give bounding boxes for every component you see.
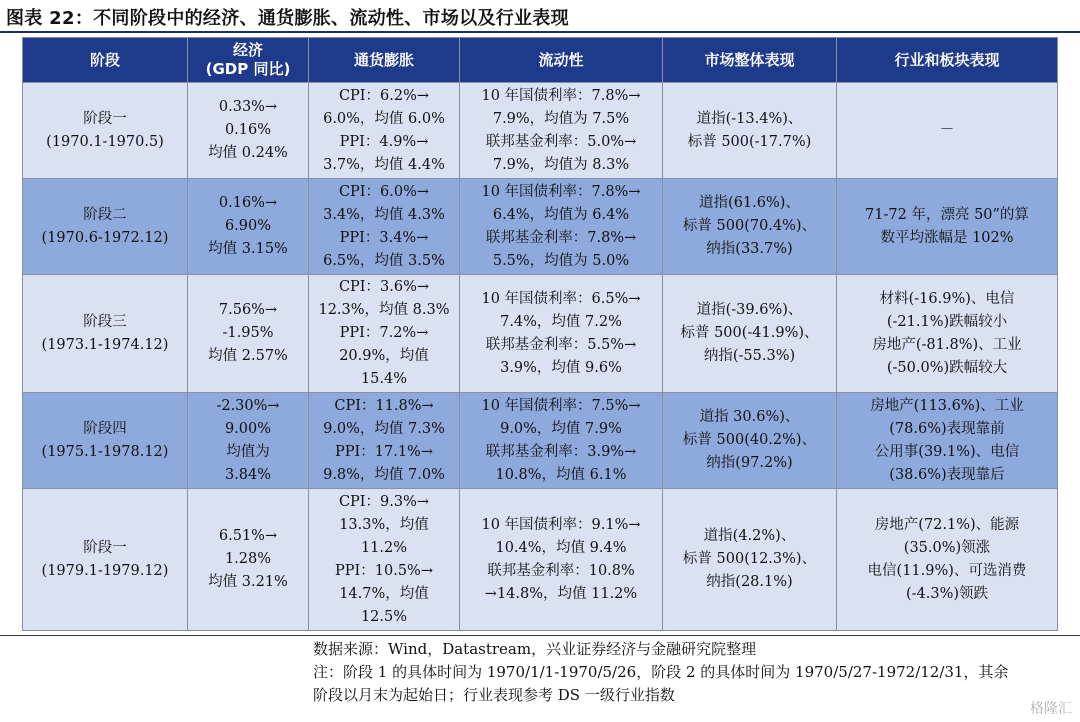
stage-period: (1970.1-1970.5) [46, 133, 164, 150]
sector-text: 材料(-16.9%)、电信 [879, 290, 1015, 307]
economy-cell [188, 393, 309, 489]
liquidity-text: 10 年国债利率：9.1%→ [481, 516, 641, 533]
stage-cell [23, 83, 188, 179]
stage-name: 阶段四 [83, 420, 127, 437]
figure-title: 图表 22：不同阶段中的经济、通货膨胀、流动性、市场以及行业表现 [6, 8, 569, 29]
inflation-text: PPI：7.2%→ [339, 325, 429, 341]
inflation-text: 3.4%，均值 4.3% [323, 206, 445, 223]
column-header [23, 38, 188, 83]
table-bottom-rule [0, 635, 1080, 636]
sector-text: 数平均涨幅是 102% [880, 229, 1014, 246]
sector-text: (38.6%)表现靠后 [889, 466, 1005, 483]
liquidity-text: 6.4%，均值为 6.4% [492, 206, 630, 223]
table-row [23, 83, 1058, 179]
column-header [309, 38, 460, 83]
inflation-text: CPI：6.0%→ [338, 183, 430, 200]
column-header-label: 市场整体表现 [704, 50, 795, 69]
market-cell [663, 83, 837, 179]
column-header [188, 38, 309, 83]
stage-period: (1970.6-1972.12) [41, 229, 169, 246]
column-header-label: 通货膨胀 [353, 50, 414, 69]
sector-text: (-50.0%)跌幅较大 [886, 359, 1008, 376]
market-text: 标普 500(-41.9%)、 [680, 325, 819, 341]
economy-text: 均值 2.57% [208, 348, 288, 364]
economy-text: 均值 3.21% [208, 574, 288, 590]
sector-cell [837, 275, 1058, 393]
sector-cell [837, 179, 1058, 275]
liquidity-text: 10.8%，均值 6.1% [495, 466, 627, 483]
inflation-text: 14.7%，均值 [339, 585, 429, 602]
economy-text: 3.84% [224, 466, 272, 483]
table-row [23, 179, 1058, 275]
liquidity-text: 10 年国债利率：6.5%→ [481, 290, 641, 307]
inflation-text: 12.3%，均值 8.3% [318, 302, 450, 318]
sector-text: － [939, 122, 955, 138]
economy-text: 1.28% [224, 551, 272, 567]
liquidity-cell [460, 275, 663, 393]
inflation-text: 3.7%，均值 4.4% [323, 156, 445, 173]
inflation-text: 11.2% [360, 539, 408, 556]
market-text: 纳指(33.7%) [706, 241, 793, 257]
market-text: 标普 500(-17.7%) [687, 133, 812, 150]
market-text: 纳指(28.1%) [706, 574, 793, 590]
inflation-text: 9.0%，均值 7.3% [323, 420, 445, 437]
economy-text: 7.56%→ [218, 302, 278, 318]
liquidity-cell [460, 83, 663, 179]
inflation-cell [309, 83, 460, 179]
liquidity-text: 10 年国债利率：7.8%→ [481, 183, 641, 200]
economy-text: 0.16%→ [218, 195, 278, 211]
liquidity-cell [460, 179, 663, 275]
table-body [23, 83, 1058, 631]
inflation-text: PPI：4.9%→ [339, 133, 429, 150]
liquidity-text: 10.4%，均值 9.4% [495, 539, 627, 556]
sector-text: 房地产(72.1%)、能源 [874, 516, 1020, 533]
liquidity-cell [460, 489, 663, 631]
liquidity-text: 联邦基金利率：3.9%→ [485, 443, 637, 460]
stage-table [22, 37, 1058, 631]
economy-cell [188, 83, 309, 179]
data-source-note: 数据来源：Wind，Datastream，兴业证券经济与金融研究院整理 [313, 640, 757, 658]
market-text: 纳指(97.2%) [706, 455, 793, 471]
liquidity-cell [460, 393, 663, 489]
stage-cell [23, 179, 188, 275]
inflation-text: 6.0%，均值 6.0% [323, 110, 445, 127]
footnote-line-2: 阶段以月末为起始日；行业表现参考 DS 一级行业指数 [313, 686, 675, 704]
liquidity-text: 7.4%，均值 7.2% [500, 313, 622, 330]
economy-text: 均值 0.24% [208, 145, 288, 161]
liquidity-text: 3.9%，均值 9.6% [500, 359, 622, 376]
column-header-label: 行业和板块表现 [894, 50, 1000, 69]
market-cell [663, 179, 837, 275]
footnote-line-1: 注：阶段 1 的具体时间为 1970/1/1-1970/5/26，阶段 2 的具体时间为 1970/5/27-1972/12/31，其余 [313, 663, 1009, 681]
liquidity-text: 联邦基金利率：5.5%→ [485, 336, 637, 353]
inflation-cell [309, 275, 460, 393]
market-text: 标普 500(12.3%)、 [682, 551, 817, 567]
inflation-text: PPI：10.5%→ [335, 562, 433, 579]
inflation-text: PPI：3.4%→ [339, 229, 429, 246]
inflation-cell [309, 393, 460, 489]
economy-text: -2.30%→ [216, 397, 280, 414]
economy-text: 0.16% [224, 122, 272, 138]
liquidity-text: 10 年国债利率：7.8%→ [481, 87, 641, 104]
sector-text: 房地产(-81.8%)、工业 [872, 336, 1022, 353]
liquidity-text: 联邦基金利率：5.0%→ [485, 133, 637, 150]
sector-text: (78.6%)表现靠前 [889, 420, 1005, 437]
market-text: 道指(61.6%)、 [699, 195, 800, 211]
economy-text: 均值 3.15% [208, 241, 288, 257]
sector-cell [837, 83, 1058, 179]
stage-cell [23, 393, 188, 489]
title-divider [0, 31, 1080, 33]
market-text: 道指 30.6%)、 [699, 409, 800, 425]
column-header-label: 经济 [232, 41, 263, 59]
stage-cell [23, 489, 188, 631]
economy-text: 6.90% [224, 218, 272, 234]
inflation-cell [309, 489, 460, 631]
liquidity-text: →14.8%，均值 11.2% [484, 585, 638, 602]
stage-name: 阶段一 [83, 110, 127, 127]
column-header [460, 38, 663, 83]
inflation-text: 9.8%，均值 7.0% [323, 466, 445, 483]
column-header-label: 流动性 [538, 50, 584, 69]
economy-text: 0.33%→ [218, 99, 278, 115]
sector-text: 公用事(39.1%)、电信 [874, 443, 1020, 460]
market-cell [663, 275, 837, 393]
liquidity-text: 联邦基金利率：7.8%→ [485, 229, 637, 246]
stage-name: 阶段三 [83, 313, 127, 330]
market-text: 道指(-39.6%)、 [696, 302, 803, 318]
economy-text: 9.00% [224, 420, 272, 437]
table-row [23, 275, 1058, 393]
market-cell [663, 393, 837, 489]
column-header [837, 38, 1058, 83]
market-text: 道指(4.2%)、 [703, 528, 796, 544]
stage-cell [23, 275, 188, 393]
market-text: 纳指(-55.3%) [703, 348, 796, 364]
economy-cell [188, 489, 309, 631]
column-header [663, 38, 837, 83]
watermark-logo: 格隆汇 [1030, 701, 1072, 717]
economy-text: -1.95% [222, 325, 274, 341]
sector-cell [837, 393, 1058, 489]
sector-text: (-21.1%)跌幅较小 [886, 313, 1008, 330]
market-text: 标普 500(40.2%)、 [682, 432, 817, 448]
market-cell [663, 489, 837, 631]
sector-text: (-4.3%)领跌 [905, 585, 989, 602]
stage-period: (1975.1-1978.12) [41, 443, 169, 460]
economy-cell [188, 179, 309, 275]
inflation-text: 20.9%，均值 [339, 348, 429, 364]
table-row [23, 489, 1058, 631]
stage-period: (1979.1-1979.12) [41, 562, 169, 579]
sector-text: 电信(11.9%)、可选消费 [867, 562, 1027, 579]
header-row [23, 38, 1058, 83]
column-header-label: (GDP 同比) [205, 60, 291, 78]
stage-name: 阶段一 [83, 539, 127, 556]
inflation-text: CPI：6.2%→ [338, 87, 430, 104]
inflation-text: 6.5%，均值 3.5% [323, 252, 445, 269]
sector-text: 71-72 年，漂亮 50”的算 [865, 206, 1029, 223]
liquidity-text: 7.9%，均值为 8.3% [492, 156, 630, 173]
market-text: 道指(-13.4%)、 [696, 110, 803, 127]
stage-name: 阶段二 [83, 206, 127, 223]
sector-text: (35.0%)领涨 [903, 539, 991, 556]
economy-cell [188, 275, 309, 393]
stage-period: (1973.1-1974.12) [41, 336, 169, 353]
market-text: 标普 500(70.4%)、 [682, 218, 817, 234]
liquidity-text: 10 年国债利率：7.5%→ [481, 397, 641, 414]
inflation-text: 12.5% [360, 608, 408, 625]
inflation-cell [309, 179, 460, 275]
notes-block [313, 638, 1008, 707]
column-header-label: 阶段 [89, 50, 120, 69]
inflation-text: CPI：9.3%→ [338, 493, 430, 510]
inflation-text: CPI：3.6%→ [338, 279, 430, 295]
inflation-text: PPI：17.1%→ [335, 443, 433, 460]
economy-text: 均值为 [226, 443, 270, 460]
liquidity-text: 联邦基金利率：10.8% [487, 562, 635, 579]
liquidity-text: 9.0%，均值 7.9% [500, 420, 622, 437]
inflation-text: CPI：11.8%→ [334, 397, 434, 414]
sector-text: 房地产(113.6%)、工业 [870, 397, 1024, 414]
economy-text: 6.51%→ [218, 528, 278, 544]
table-row [23, 393, 1058, 489]
inflation-text: 15.4% [360, 371, 408, 387]
sector-cell [837, 489, 1058, 631]
inflation-text: 13.3%，均值 [339, 516, 429, 533]
liquidity-text: 7.9%，均值为 7.5% [492, 110, 630, 127]
liquidity-text: 5.5%，均值为 5.0% [492, 252, 630, 269]
